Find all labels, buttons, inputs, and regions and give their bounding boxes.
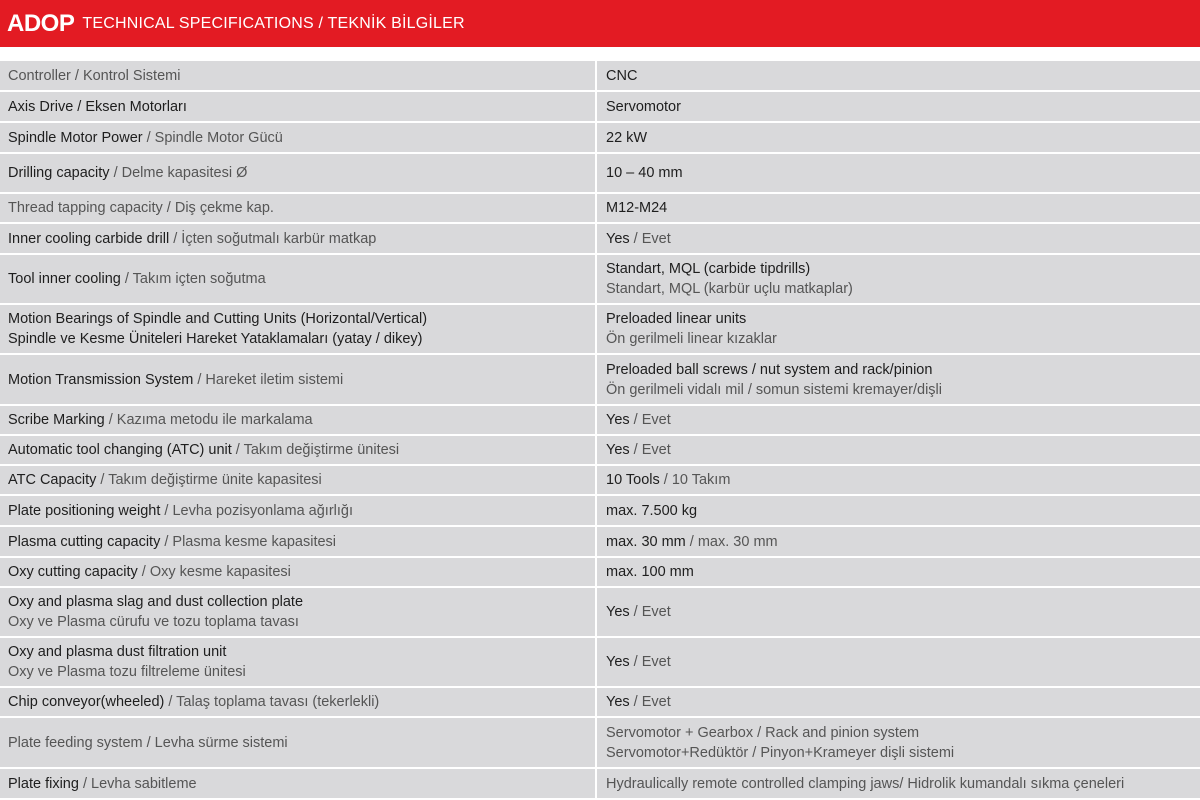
- spec-label: Automatic tool changing (ATC) unit / Takım değiştirme ünitesi: [0, 436, 597, 464]
- spec-value: 22 kW: [606, 129, 648, 146]
- spec-label: Plasma cutting capacity / Plasma kesme kapasitesi: [0, 527, 597, 556]
- spec-value: Yes / Evet: [606, 442, 671, 458]
- spec-value: Preloaded linear units Ön gerilmeli linear kızaklar: [606, 311, 777, 347]
- spec-value: CNC: [606, 67, 638, 84]
- spec-label: Plate fixing / Levha sabitleme: [0, 769, 597, 798]
- spec-value: Standart, MQL (carbide tipdrills) Standart, MQL (karbür uçlu matkaplar): [606, 261, 853, 297]
- spec-value: Yes / Evet: [606, 654, 671, 670]
- table-row: [0, 92, 1200, 123]
- table-row: [0, 769, 1200, 800]
- spec-label: Oxy cutting capacity / Oxy kesme kapasitesi: [0, 558, 597, 586]
- spec-value: Servomotor + Gearbox / Rack and pinion system Servomotor+Redüktör / Pinyon+Krameyer dişli sistemi: [606, 724, 955, 761]
- spec-label: Inner cooling carbide drill / İçten soğutmalı karbür matkap: [0, 224, 597, 253]
- header-bar: [0, 0, 1200, 47]
- table-row: [0, 154, 1200, 194]
- table-row: [0, 194, 1200, 224]
- table-row: [0, 496, 1200, 527]
- spec-value: M12-M24: [606, 200, 668, 216]
- table-row: [0, 436, 1200, 466]
- table-row: [0, 638, 1200, 688]
- spec-value: max. 7.500 kg: [606, 502, 698, 519]
- spec-label: Motion Bearings of Spindle and Cutting Units (Horizontal/Vertical) Spindle ve Kesme Üniteleri Hareket Yataklamaları (yatay / dikey): [0, 305, 597, 353]
- spec-value: max. 100 mm: [606, 564, 694, 580]
- spec-label: Spindle Motor Power / Spindle Motor Gücü: [0, 123, 597, 152]
- spec-label: Chip conveyor(wheeled) / Talaş toplama tavası (tekerlekli): [0, 688, 597, 716]
- spec-label: Tool inner cooling / Takım içten soğutma: [0, 255, 597, 303]
- spec-label: Scribe Marking / Kazıma metodu ile markalama: [0, 406, 597, 434]
- table-row: [0, 718, 1200, 769]
- page-title: TECHNICAL SPECIFICATIONS / TEKNİK BİLGİLER: [82, 14, 465, 32]
- table-row: [0, 355, 1200, 406]
- spec-value: Yes / Evet: [606, 412, 671, 428]
- spec-value: 10 – 40 mm: [606, 165, 683, 181]
- brand-logo: ADOP: [7, 9, 75, 37]
- spec-value: 10 Tools / 10 Takım: [606, 472, 731, 488]
- spec-label: Motion Transmission System / Hareket iletim sistemi: [0, 355, 597, 404]
- table-row: [0, 466, 1200, 496]
- spec-label: Oxy and plasma dust filtration unit Oxy ve Plasma tozu filtreleme ünitesi: [0, 638, 597, 686]
- table-row: [0, 688, 1200, 718]
- spec-label: ATC Capacity / Takım değiştirme ünite kapasitesi: [0, 466, 597, 494]
- table-row: [0, 588, 1200, 638]
- spec-value: max. 30 mm / max. 30 mm: [606, 533, 778, 550]
- spec-label: Oxy and plasma slag and dust collection plate Oxy ve Plasma cürufu ve tozu toplama tavası: [0, 588, 597, 636]
- spec-label: Plate feeding system / Levha sürme sistemi: [0, 718, 597, 767]
- table-row: [0, 255, 1200, 305]
- spec-value: Preloaded ball screws / nut system and rack/pinion Ön gerilmeli vidalı mil / somun sistemi kremayer/dişli: [606, 361, 942, 398]
- table-row: [0, 406, 1200, 436]
- spec-value: Yes / Evet: [606, 230, 671, 247]
- spec-label: Drilling capacity / Delme kapasitesi Ø: [0, 154, 597, 192]
- spec-label: Controller / Kontrol Sistemi: [0, 61, 597, 90]
- table-row: [0, 224, 1200, 255]
- table-row: [0, 123, 1200, 154]
- table-row: [0, 558, 1200, 588]
- spec-value: Yes / Evet: [606, 694, 671, 710]
- table-row: [0, 61, 1200, 92]
- spec-label: Axis Drive / Eksen Motorları: [0, 92, 597, 121]
- spec-label: Thread tapping capacity / Diş çekme kap.: [0, 194, 597, 222]
- table-row: [0, 305, 1200, 355]
- spec-value: Servomotor: [606, 98, 681, 115]
- spec-table: [0, 61, 1200, 800]
- table-row: [0, 527, 1200, 558]
- spec-value: Hydraulically remote controlled clamping jaws/ Hidrolik kumandalı sıkma çeneleri: [606, 775, 1125, 792]
- spec-value: Yes / Evet: [606, 604, 671, 620]
- spec-label: Plate positioning weight / Levha pozisyonlama ağırlığı: [0, 496, 597, 525]
